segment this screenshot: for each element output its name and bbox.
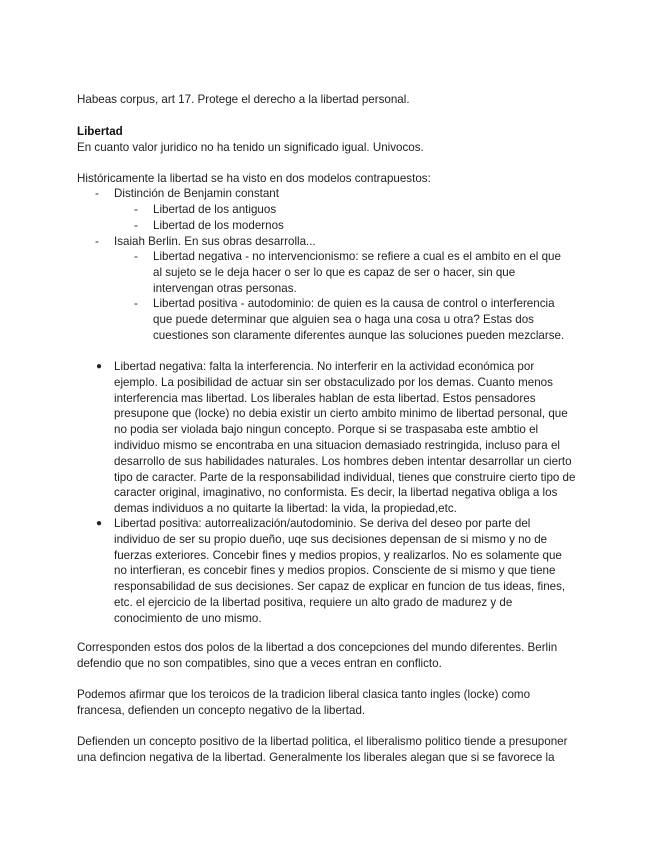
dash-marker: - <box>95 235 99 248</box>
habeas-corpus-line: Habeas corpus, art 17. Protege el derecho a la libertad personal. <box>77 93 410 106</box>
dash-marker: - <box>134 219 138 232</box>
dash-marker: - <box>134 250 138 263</box>
list-item-modernos: - Libertad de los modernos <box>134 219 284 232</box>
bullet-libertad-positiva: ● Libertad positiva: autorrealización/autodominio. Se deriva del deseo por parte del individuo de ser su propio dueño, uqe sus decisiones depensan de si mismo y no de fuerzas exteriores. Concebir fines y medios propios, y realizarlos. No es solamente que no interfieran, es concebir fines y medios propios. Consciente de si mismo y que tiene responsabilidad de sus decisiones. Ser capaz de explicar en funcion de tus ideas, fines, etc. el ejercicio de la libertad positiva, requiere un alto grado de madurez y de conocimiento de uno mismo. <box>96 517 566 625</box>
list-item-berlin: - Isaiah Berlin. En sus obras desarrolla... <box>95 235 316 248</box>
bullet-marker: ● <box>96 361 103 372</box>
section-heading: Libertad <box>77 125 123 138</box>
bullet-marker: ● <box>96 518 103 529</box>
list-item-negativa-definition: - Libertad negativa - no intervencionismo: se refiere a cual es el ambito en el que al sujeto se le deja hacer o ser lo que es capaz de ser o hacer, sin que intervengan otras personas. <box>134 250 561 295</box>
historical-line: Históricamente la libertad se ha visto en dos modelos contrapuestos: <box>77 172 431 185</box>
paragraph-concepciones: Corresponden estos dos polos de la libertad a dos concepciones del mundo diferentes. Berlin defendio que no son compatibles, sino que a veces entran en conflicto. <box>77 641 558 670</box>
list-item-constant: - Distinción de Benjamin constant <box>95 187 279 200</box>
paragraph-liberalismo: Defienden un concepto positivo de la libertad politica, el liberalismo politico tiende a presuponer una defincion negativa de la libertad. Generalmente los liberales alegan que si se favorece la <box>77 735 568 764</box>
list-item-antiguos: - Libertad de los antiguos <box>134 203 277 216</box>
dash-marker: - <box>95 187 99 200</box>
list-item-positiva-definition: - Libertad positiva - autodominio: de quien es la causa de control o interferencia que puede determinar que alguien sea o haga una cosa u otra? Estas dos cuestiones son claramente diferentes aunque las soluciones pueden mezclarse. <box>134 297 565 342</box>
paragraph-teoricos: Podemos afirmar que los teroicos de la tradicion liberal clasica tanto ingles (locke) como francesa, defienden un concepto negativo de la libertad. <box>77 688 531 717</box>
dash-marker: - <box>134 297 138 310</box>
dash-marker: - <box>134 203 138 216</box>
intro-line: En cuanto valor juridico no ha tenido un significado igual. Univocos. <box>77 141 424 154</box>
bullet-libertad-negativa: ● Libertad negativa: falta la interferencia. No interferir en la actividad económica por ejemplo. La posibilidad de actuar sin ser obstaculizado por los demas. Cuanto menos interferencia mas libertad. Los liberales hablan de esta libertad. Estos pensadores presupone que (locke) no debia existir un cierto ambito minimo de libertad personal, que no podia ser violada bajo ningun concepto. Porque si se traspasaba este ambtio el individuo mismo se encontraba en una situacion demasiado restringida, incluso para el desarrollo de sus habilidades naturales. Los hombres deben intentar desarrollar un cierto tipo de caracter. Parte de la responsabilidad individual, tienes que construire cierto tipo de caracter original, imaginativo, no conformista. Es decir, la libertad negativa obliga a los demas individuos a no quitarte la libertad: la vida, la propiedad,etc. <box>96 360 576 516</box>
